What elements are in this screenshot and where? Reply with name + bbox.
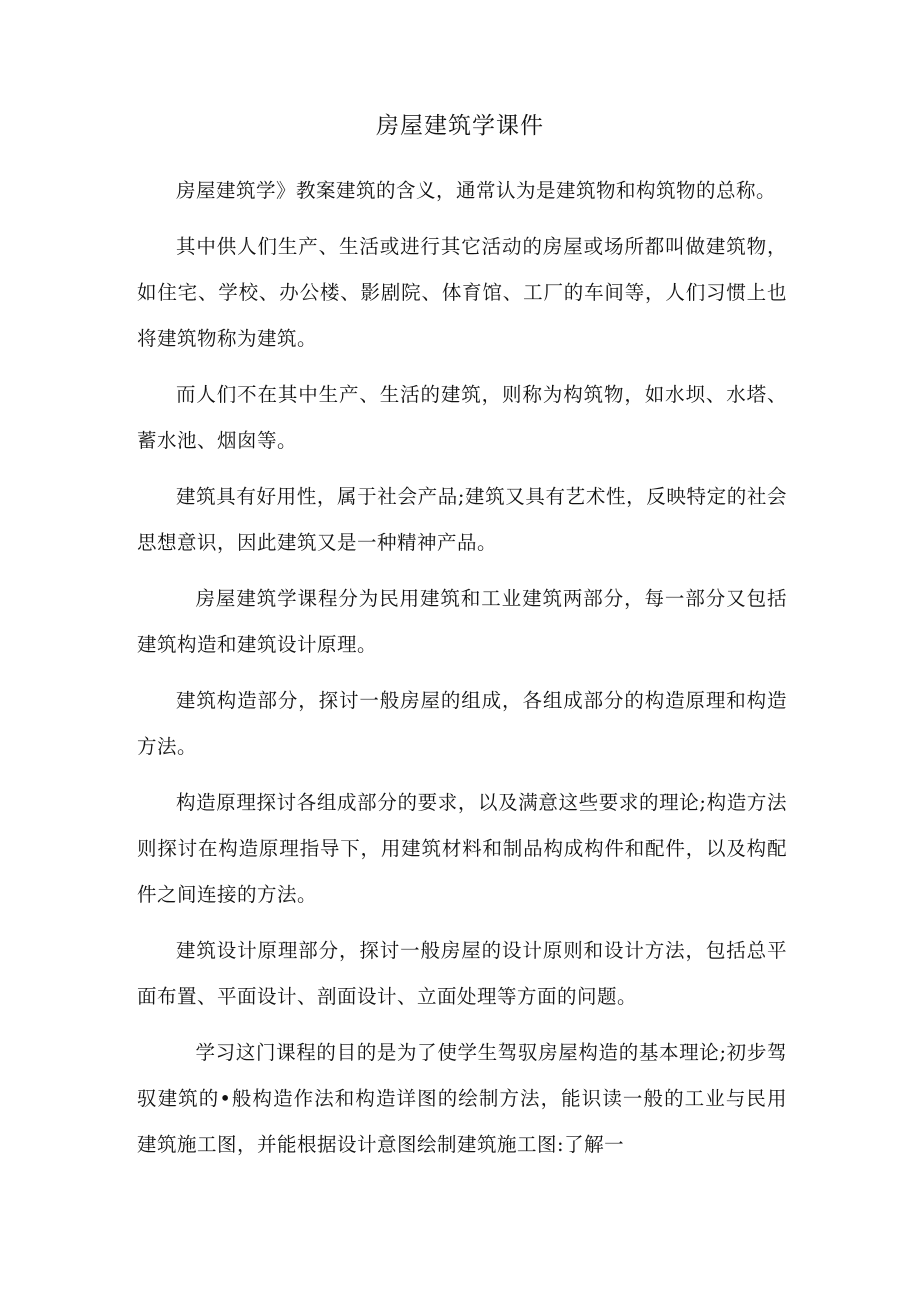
paragraph-design-principles: 建筑设计原理部分，探讨一般房屋的设计原则和设计方法，包括总平面布置、平面设计、剖面设计、立面处理等方面的问题。 [137,939,787,1008]
paragraph-building-definition: 房屋建筑学》教案建筑的含义，通常认为是建筑物和构筑物的总称。 [176,179,777,202]
paragraph-building-examples: 其中供人们生产、生活或进行其它活动的房屋或场所都叫做建筑物，如住宅、学校、办公楼、影剧院、体育馆、工厂的车间等，人们习惯上也将建筑物称为建筑。 [137,235,787,350]
paragraph-building-nature: 建筑具有好用性，属于社会产品;建筑又具有艺术性，反映特定的社会思想意识，因此建筑又是一种精神产品。 [137,485,787,554]
paragraph-construction-part: 建筑构造部分，探讨一般房屋的组成，各组成部分的构造原理和构造方法。 [137,689,787,758]
paragraph-construction-principles: 构造原理探讨各组成部分的要求，以及满意这些要求的理论;构造方法则探讨在构造原理指导下，用建筑材料和制品构成构件和配件，以及构配件之间连接的方法。 [137,791,787,906]
document-body [137,168,787,1178]
paragraph-course-parts: 房屋建筑学课程分为民用建筑和工业建筑两部分，每一部分又包括建筑构造和建筑设计原理。 [137,587,787,656]
paragraph-course-goals: 学习这门课程的目的是为了使学生驾驭房屋构造的基本理论;初步驾驭建筑的•般构造作法和构造详图的绘制方法，能识读一般的工业与民用建筑施工图，并能根据设计意图绘制建筑施工图:了解一 [137,1041,787,1156]
paragraph-structures: 而人们不在其中生产、生活的建筑，则称为构筑物，如水坝、水塔、蓄水池、烟囱等。 [137,383,787,452]
document-title: 房屋建筑学课件 [376,113,544,139]
